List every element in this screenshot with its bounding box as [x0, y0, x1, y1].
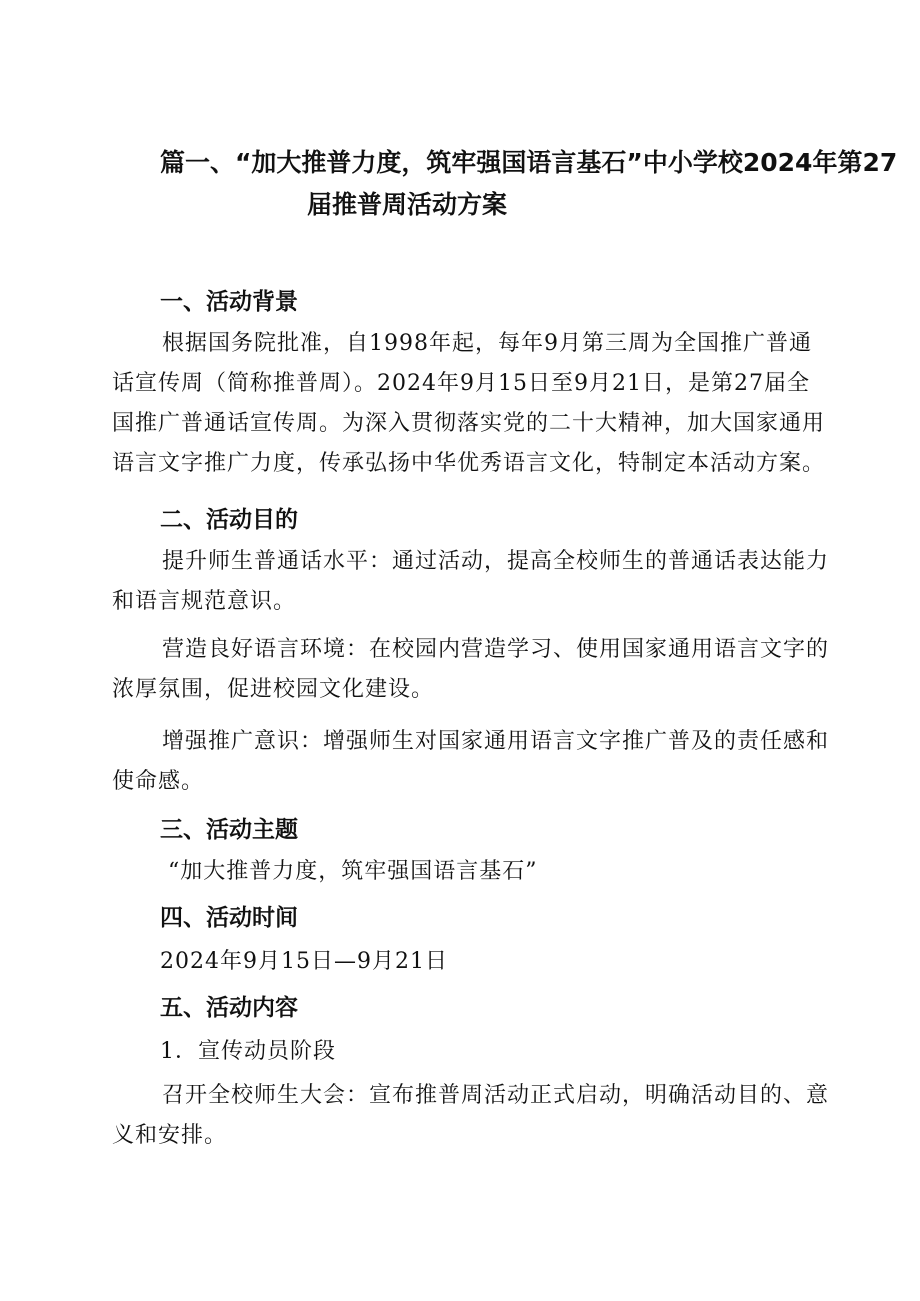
goal-item-1: 提升师生普通话水平：通过活动，提高全校师生的普通话表达能力和语言规范意识。 [112, 549, 830, 614]
section-heading-goals: 二、活动目的 [160, 507, 298, 533]
content-paragraph: 召开全校师生大会：宣布推普周活动正式启动，明确活动目的、意义和安排。 [112, 1083, 830, 1148]
section-heading-content: 五、活动内容 [160, 995, 298, 1021]
goal-item-2: 营造良好语言环境：在校园内营造学习、使用国家通用语言文字的浓厚氛围，促进校园文化建设。 [112, 637, 830, 702]
document-title [160, 142, 898, 226]
section-heading-theme: 三、活动主题 [160, 817, 298, 843]
background-paragraph: 根据国务院批准，自1998年起，每年9月第三周为全国推广普通话宣传周（简称推普周）。2024年9月15日至9月21日，是第27届全国推广普通话宣传周。为深入贯彻落实党的二十大精神，加大国家通用语言文字推广力度，传承弘扬中华优秀语言文化，特制定本活动方案。 [112, 331, 826, 476]
section-heading-time: 四、活动时间 [160, 905, 298, 931]
time-text: 2024年9月15日—9月21日 [160, 949, 448, 974]
goal-item-3: 增强推广意识：增强师生对国家通用语言文字推广普及的责任感和使命感。 [112, 729, 830, 794]
title-line-2: 届推普周活动方案 [307, 190, 508, 219]
title-line-1: 篇一、“加大推普力度，筑牢强国语言基石”中小学校2024年第27 [160, 148, 898, 177]
section-heading-background: 一、活动背景 [160, 289, 298, 315]
content-subheading: 1．宣传动员阶段 [160, 1039, 336, 1064]
theme-text: “加大推普力度，筑牢强国语言基石” [168, 859, 538, 884]
